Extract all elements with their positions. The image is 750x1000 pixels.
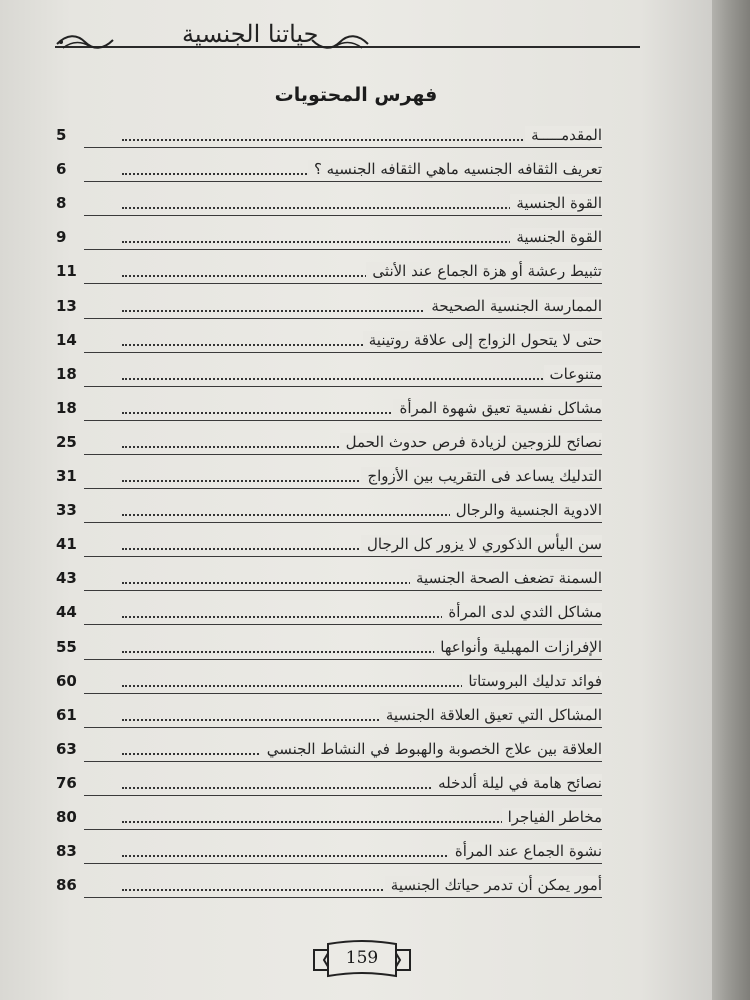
- toc-entry: [56, 421, 602, 455]
- toc-entry: [56, 694, 602, 728]
- toc-entry-page: 11: [56, 262, 77, 281]
- toc-entry-page: 80: [56, 807, 77, 826]
- toc-entry: [56, 762, 602, 796]
- running-header: [55, 22, 640, 62]
- toc-entry-label: المشاكل التي تعيق العلاقة الجنسية: [380, 706, 602, 724]
- toc-entry: [56, 319, 602, 353]
- leader-dots: [122, 378, 602, 380]
- toc-entry-page: 41: [56, 535, 77, 554]
- right-ornament-icon: [310, 32, 370, 54]
- toc-entry-label: فوائد تدليك البروستاتا: [462, 672, 602, 690]
- toc-entry-page: 76: [56, 773, 77, 792]
- toc-entry: [56, 591, 602, 625]
- toc-entry: [56, 284, 602, 318]
- toc-entry: [56, 148, 602, 182]
- toc-entry: [56, 864, 602, 898]
- page-number-ribbon: [312, 936, 412, 984]
- toc-entry: [56, 182, 602, 216]
- toc-entry-page: 18: [56, 364, 77, 383]
- toc-entry-page: 43: [56, 569, 77, 588]
- toc-entry-label: السمنة تضعف الصحة الجنسية: [410, 569, 602, 587]
- toc-entry-page: 25: [56, 432, 77, 451]
- toc-entry-page: 31: [56, 467, 77, 486]
- toc-entry-label: نصائح هامة في ليلة ألدخله: [432, 774, 602, 792]
- toc-entry-label: حتى لا يتحول الزواج إلى علاقة روتينية: [363, 331, 602, 349]
- toc-entry-page: 14: [56, 330, 77, 349]
- toc-entry-page: 9: [56, 228, 67, 247]
- toc-entry-label: القوة الجنسية: [510, 194, 602, 212]
- toc-entry: [56, 625, 602, 659]
- toc-entry-label: أمور يمكن أن تدمر حياتك الجنسية: [385, 876, 602, 894]
- toc-entry-page: 6: [56, 160, 67, 179]
- toc-entry-label: الإفرازات المهبلية وأنواعها: [434, 638, 602, 656]
- toc-entry-label: المقدمـــــة: [525, 126, 602, 144]
- toc-entry-label: القوة الجنسية: [510, 228, 602, 246]
- toc-entry-page: 86: [56, 876, 77, 895]
- toc-entry-label: الممارسة الجنسية الصحيحة: [425, 297, 602, 315]
- toc-entry: [56, 489, 602, 523]
- toc-entry: [56, 216, 602, 250]
- toc-entry-page: 61: [56, 705, 77, 724]
- toc-entry-page: 60: [56, 671, 77, 690]
- toc-entry: [56, 353, 602, 387]
- toc-entry-page: 5: [56, 126, 67, 145]
- toc-title: فهرس المحتويات: [274, 84, 438, 106]
- toc-entry-label: مشاكل نفسية تعيق شهوة المرأة: [393, 399, 602, 417]
- toc-entry-label: الادوية الجنسية والرجال: [450, 501, 602, 519]
- toc-entry-label: تثبيط رعشة أو هزة الجماع عند الأنثى: [366, 262, 602, 280]
- toc-entry-page: 83: [56, 842, 77, 861]
- toc-entry-label: نصائح للزوجين لزيادة فرص حدوث الحمل: [340, 433, 602, 451]
- toc-entry: [56, 728, 602, 762]
- toc-entry-page: 8: [56, 194, 67, 213]
- toc-entry-label: التدليك يساعد فى التقريب بين الأزواج: [361, 467, 602, 485]
- toc-entry-page: 33: [56, 501, 77, 520]
- toc-entry-page: 55: [56, 637, 77, 656]
- toc-entry-page: 13: [56, 296, 77, 315]
- toc-entry-label: مشاكل الثدي لدى المرأة: [442, 603, 602, 621]
- toc-entry-label: نشوة الجماع عند المرأة: [449, 842, 602, 860]
- toc-entry-page: 44: [56, 603, 77, 622]
- toc-list: [56, 114, 602, 898]
- toc-entry: [56, 387, 602, 421]
- toc-entry: [56, 455, 602, 489]
- toc-entry: [56, 114, 602, 148]
- toc-entry: [56, 523, 602, 557]
- toc-entry-label: العلاقة بين علاج الخصوبة والهبوط في النشاط الجنسي: [261, 740, 602, 758]
- toc-entry: [56, 830, 602, 864]
- toc-entry-page: 18: [56, 398, 77, 417]
- toc-entry-label: سن اليأس الذكوري لا يزور كل الرجال: [361, 535, 602, 553]
- toc-entry: [56, 557, 602, 591]
- page-edge: [712, 0, 750, 1000]
- book-title: حياتنا الجنسية: [182, 20, 319, 48]
- toc-entry-label: تعريف الثقافه الجنسيه ماهي الثقافه الجنسيه ؟: [308, 160, 602, 178]
- page-number: 159: [345, 948, 379, 968]
- toc-entry: [56, 660, 602, 694]
- toc-entry: [56, 796, 602, 830]
- toc-entry-label: مخاطر الفياجرا: [502, 808, 602, 826]
- toc-entry-page: 63: [56, 739, 77, 758]
- toc-entry: [56, 250, 602, 284]
- toc-entry-label: متنوعات: [544, 365, 602, 383]
- left-ornament-icon: [55, 32, 115, 54]
